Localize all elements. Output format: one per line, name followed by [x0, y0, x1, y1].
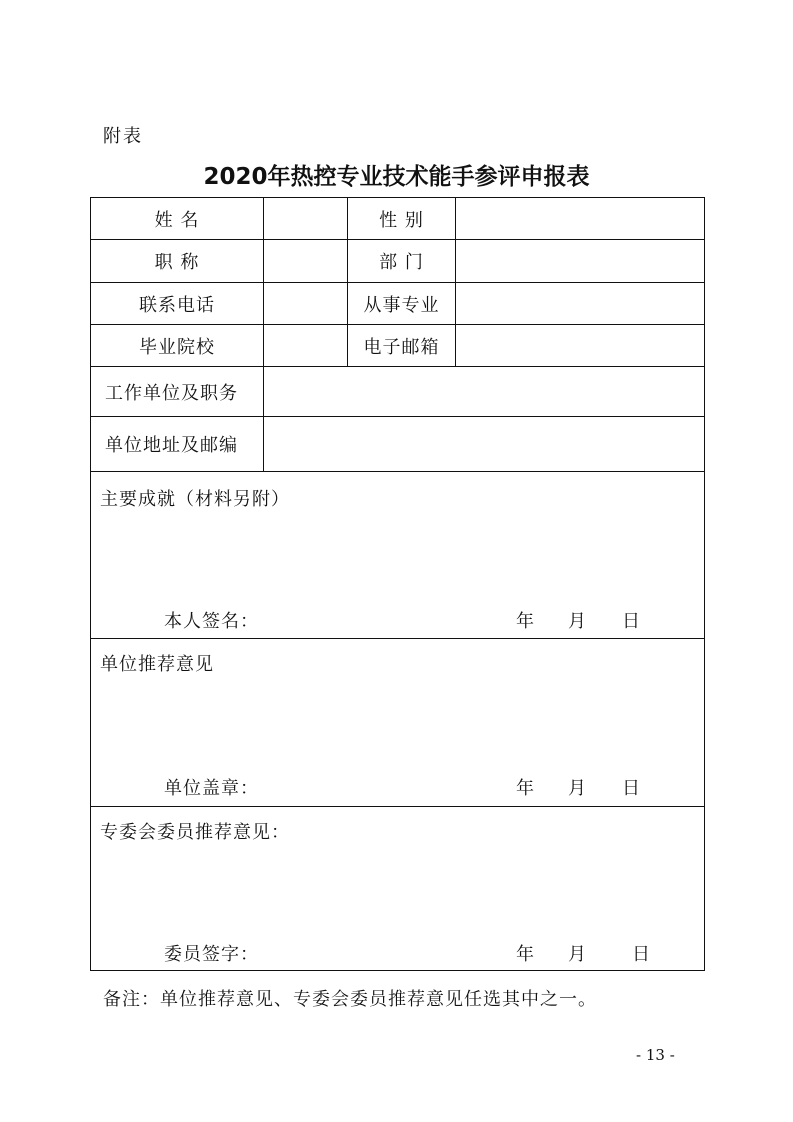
address-label: 单位地址及邮编: [105, 435, 238, 456]
committee-signature-year: 年: [516, 944, 535, 965]
name-label: 姓 名: [154, 209, 200, 231]
remark-note: 备注：单位推荐意见、专委会委员推荐意见任选其中之一。: [103, 989, 597, 1010]
department-value-cell[interactable]: [456, 240, 704, 282]
workplace-label: 工作单位及职务: [105, 382, 238, 404]
workplace-value-cell[interactable]: [264, 367, 704, 416]
gender-value-cell[interactable]: [456, 198, 704, 239]
committee-opinion-title: 专委会委员推荐意见：: [100, 822, 290, 843]
phone-value-cell[interactable]: [264, 283, 347, 324]
committee-signature-day: 日: [632, 944, 651, 965]
achievements-title: 主要成就（材料另附）: [100, 489, 290, 510]
phone-label: 联系电话: [139, 294, 215, 316]
email-value-cell[interactable]: [456, 325, 704, 366]
specialty-value-cell[interactable]: [456, 283, 704, 324]
attachment-label: 附表: [103, 126, 143, 147]
unit-seal-year: 年: [516, 778, 535, 799]
committee-signature-label: 委员签字：: [164, 944, 259, 965]
title-rank-label: 职 称: [154, 252, 200, 273]
self-signature-label: 本人签名：: [164, 611, 259, 632]
page-number: - 13 -: [636, 1046, 675, 1064]
unit-seal-day: 日: [622, 778, 641, 799]
school-label: 毕业院校: [139, 336, 215, 358]
form-title: 2020年热控专业技术能手参评申报表: [203, 164, 590, 190]
application-form-table: [90, 197, 705, 971]
department-label: 部 门: [379, 252, 424, 273]
address-value-cell[interactable]: [264, 417, 704, 471]
self-signature-month: 月: [568, 611, 587, 632]
unit-seal-month: 月: [568, 778, 587, 799]
self-signature-day: 日: [622, 611, 641, 632]
school-value-cell[interactable]: [264, 325, 347, 366]
email-label: 电子邮箱: [363, 336, 440, 358]
specialty-label: 从事专业: [363, 294, 440, 316]
title-rank-value-cell[interactable]: [264, 240, 347, 282]
name-value-cell[interactable]: [264, 198, 347, 239]
unit-opinion-title: 单位推荐意见: [100, 654, 214, 675]
self-signature-year: 年: [516, 611, 535, 632]
unit-seal-label: 单位盖章：: [164, 778, 259, 799]
gender-label: 性 别: [379, 209, 424, 231]
committee-signature-month: 月: [568, 944, 587, 965]
